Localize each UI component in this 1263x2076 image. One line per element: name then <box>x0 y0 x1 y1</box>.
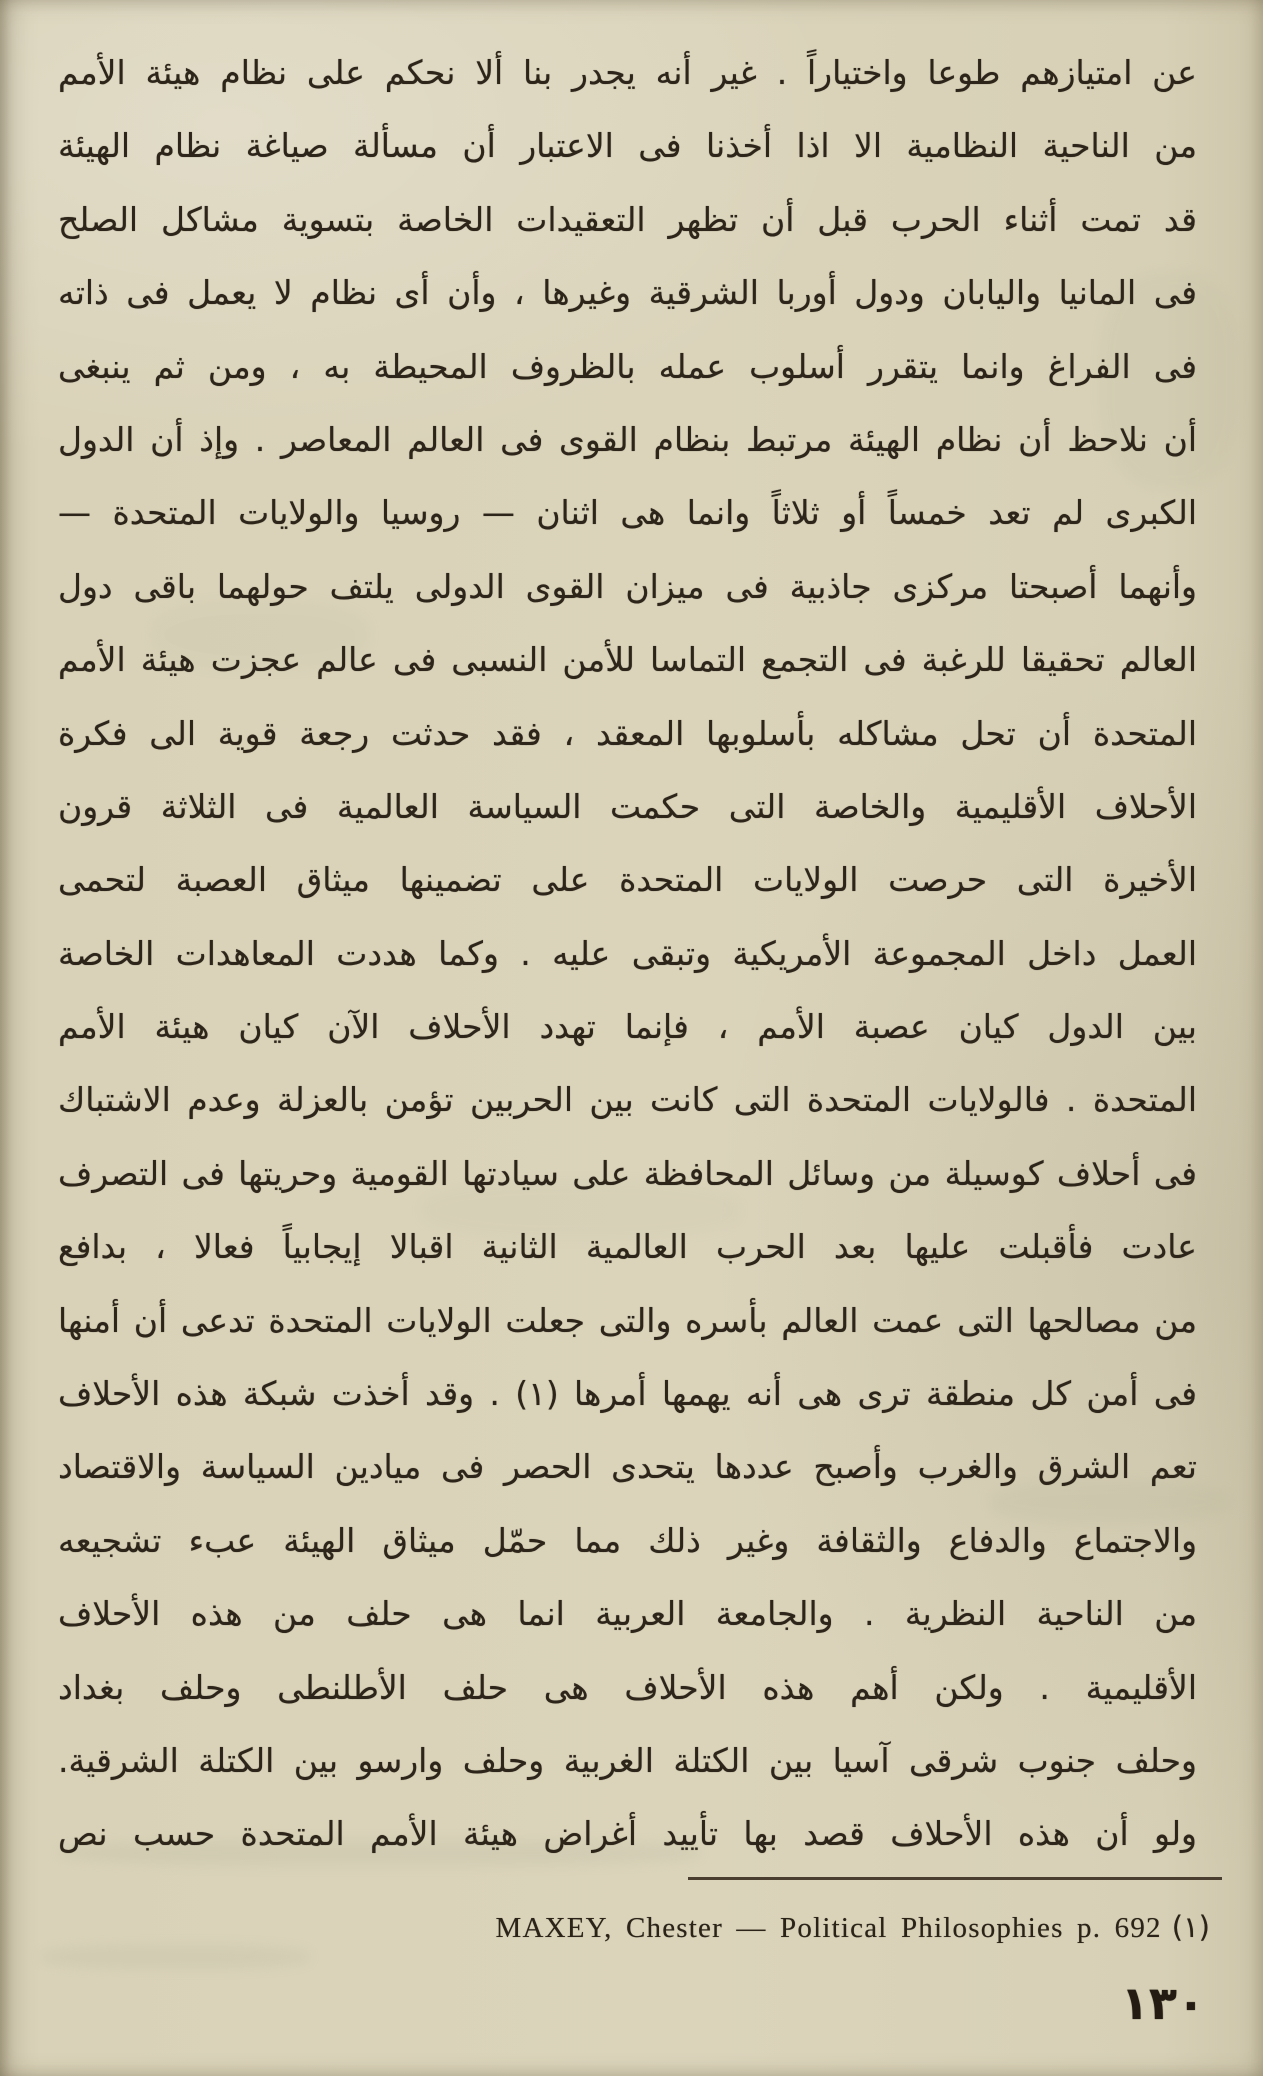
text-line: عن امتيازهم طوعا واختياراً . غير أنه يجدر بنا ألا نحكم على نظام هيئة الأمم <box>58 53 1197 92</box>
text-line: قد تمت أثناء الحرب قبل أن تظهر التعقيدات الخاصة بتسوية مشاكل الصلح <box>58 199 1197 239</box>
text-line: فى أحلاف كوسيلة من وسائل المحافظة على سيادتها القومية وحريتها فى التصرف <box>58 1153 1197 1193</box>
text-line: ولو أن هذه الأحلاف قصد بها تأييد أغراض هيئة الأمم المتحدة حسب نص <box>58 1814 1197 1854</box>
text-line: بين الدول كيان عصبة الأمم ، فإنما تهدد الأحلاف الآن كيان هيئة الأمم <box>58 1007 1197 1047</box>
text-line: فى الفراغ وانما يتقرر أسلوب عمله بالظروف المحيطة به ، ومن ثم ينبغى <box>58 346 1197 386</box>
footnote-separator <box>688 1877 1222 1880</box>
text-line: من الناحية النظرية . والجامعة العربية انما هى حلف من هذه الأحلاف <box>58 1594 1197 1634</box>
text-line: وأنهما أصبحتا مركزى جاذبية فى ميزان القوى الدولى يلتف حولهما باقى دول <box>58 566 1197 606</box>
paper-stain <box>40 1945 310 1969</box>
text-line: المتحدة . فالولايات المتحدة التى كانت بين الحربين تؤمن بالعزلة وعدم الاشتباك <box>58 1080 1197 1120</box>
footnote-citation: MAXEY, Chester — Political Philosophies p. 692 <box>495 1912 1162 1944</box>
text-line: من الناحية النظامية الا اذا أخذنا فى الاعتبار أن مسألة صياغة نظام الهيئة <box>58 126 1197 166</box>
footnote-marker: (١) <box>1171 1910 1210 1944</box>
text-line: وحلف جنوب شرقى آسيا بين الكتلة الغربية وحلف وارسو بين الكتلة الشرقية. <box>58 1740 1197 1780</box>
footnote <box>495 1910 1210 1945</box>
text-line: فى المانيا واليابان ودول أوربا الشرقية وغيرها ، وأن أى نظام لا يعمل فى ذاته <box>58 273 1197 313</box>
text-line: الكبرى لم تعد خمساً أو ثلاثاً وانما هى اثنان — روسيا والولايات المتحدة — <box>58 493 1197 533</box>
page-number: ١٣٠ <box>1120 1976 1205 2030</box>
text-line: أن نلاحظ أن نظام الهيئة مرتبط بنظام القوى فى العالم المعاصر . وإذ أن الدول <box>58 419 1197 459</box>
text-line: تعم الشرق والغرب وأصبح عددها يتحدى الحصر فى ميادين السياسة والاقتصاد <box>58 1447 1197 1487</box>
body-text <box>58 36 1197 1871</box>
text-line: الأحلاف الأقليمية والخاصة التى حكمت السياسة العالمية فى الثلاثة قرون <box>58 786 1197 826</box>
text-line: الأخيرة التى حرصت الولايات المتحدة على تضمينها ميثاق العصبة لتحمى <box>58 860 1197 900</box>
text-line: والاجتماع والدفاع والثقافة وغير ذلك مما حمّل ميثاق الهيئة عبء تشجيعه <box>58 1520 1197 1560</box>
text-line: العمل داخل المجموعة الأمريكية وتبقى عليه . وكما هددت المعاهدات الخاصة <box>58 933 1197 973</box>
text-line: عادت فأقبلت عليها بعد الحرب العالمية الثانية اقبالا إيجابياً فعالا ، بدافع <box>58 1227 1197 1267</box>
text-line: العالم تحقيقا للرغبة فى التجمع التماسا للأمن النسبى فى عالم عجزت هيئة الأمم <box>58 640 1197 680</box>
text-line: الأقليمية . ولكن أهم هذه الأحلاف هى حلف الأطلنطى وحلف بغداد <box>58 1667 1197 1707</box>
text-line: من مصالحها التى عمت العالم بأسره والتى جعلت الولايات المتحدة تدعى أن أمنها <box>58 1300 1197 1340</box>
text-line: فى أمن كل منطقة ترى هى أنه يهمها أمرها (١) . وقد أخذت شبكة هذه الأحلاف <box>58 1374 1197 1414</box>
text-line: المتحدة أن تحل مشاكله بأسلوبها المعقد ، فقد حدثت رجعة قوية الى فكرة <box>58 713 1197 753</box>
